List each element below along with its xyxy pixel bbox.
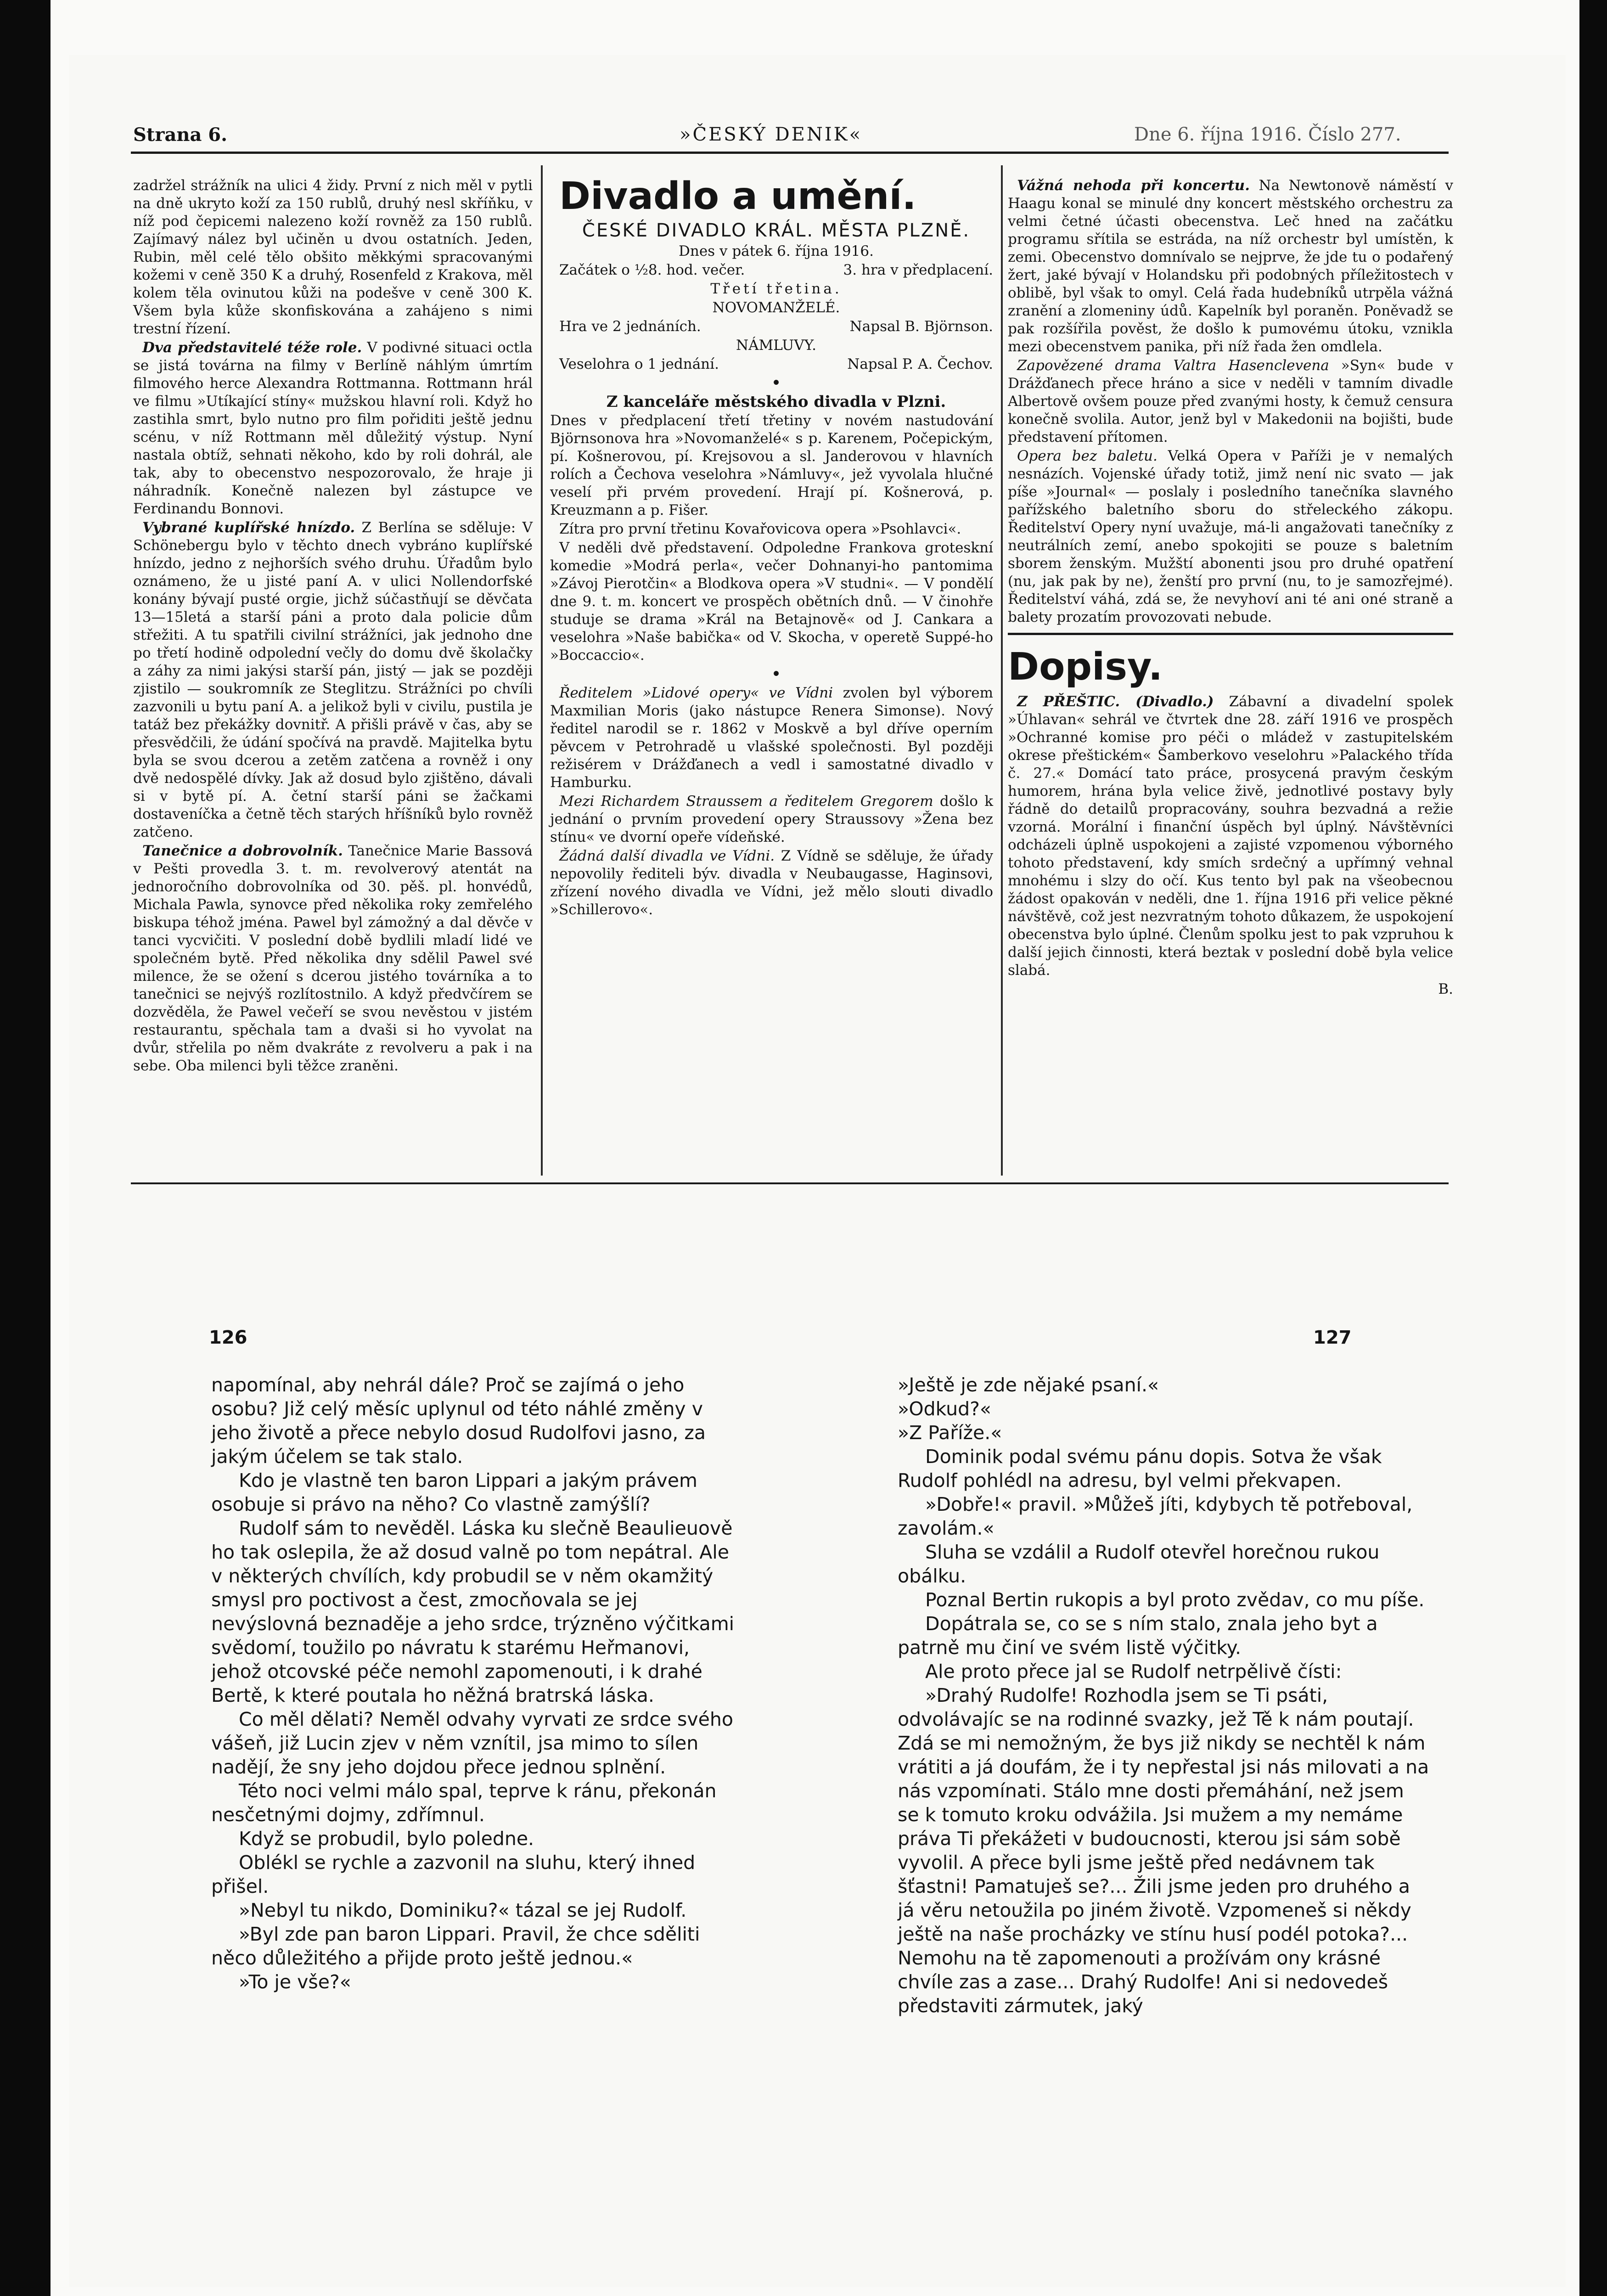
right-page-number: 127 [1313, 1327, 1352, 1348]
news-paragraph [133, 519, 533, 841]
separator-dot: • [771, 375, 781, 391]
signature: B. [1438, 981, 1453, 997]
paper-name: »ČESKÝ DENIK« [680, 124, 863, 145]
news-body: Z Berlína se sděluje: V Schönebergu bylo v těchto dnech vybráno kuplířské hnízdo, jedno z nejhorších svého druhu. Úřadům bylo oznámeno, že u jisté paní A. v ulici Nollendorfské konány bývají pusté orgie, jichž súčastňují se děvčata 13—15letá a starší páni a proto dala policie dům střežiti. A tu spatřili civilní strážníci, jak jednoho dne po třetí hodině odpolední večly do domu dvě školačky a záhy za nimi jakýsi starší pán, jistý — jak se později zjistilo — soukromník ze Steglitzu. Strážníci po chvíli zazvonili u bytu paní A. a jelikož byli v civilu, pustila je tatáž bez překážky dovnitř. A přišli právě v čas, aby se přesvědčili, že údání spočívá na pravdě. Majitelka bytu byla se svou dcerou a zetěm zatčena a rovněž i ony dvě nedospělé dívky. Jak až dosud bylo zjištěno, dávali si v bytě pí. A. četní starší páni se žačkami dostaveníčka a četně těch starých hříšníků bylo rovněž zatčeno. [133, 519, 533, 840]
news-title: Tanečnice a dobrovolník. [142, 843, 343, 859]
news-paragraph [550, 684, 993, 792]
play2-kind: Veselohra o 1 jednání. [559, 356, 719, 372]
novel-paragraph: »Dobře!« pravil. »Můžeš jíti, kdybych tě potřeboval, zavolám.« [898, 1493, 1413, 1539]
news-paragraph [550, 847, 993, 919]
scan-edge-right [1579, 0, 1607, 2296]
news-title: Vážná nehoda při koncertu. [1017, 177, 1250, 194]
column-divider-1 [541, 165, 543, 1176]
news-body: došlo k jednání o prvním provedení opery Straussovy »Žena bez stínu« ve dvorní opeře vídeňské. [550, 793, 993, 845]
play2-author: Napsal P. A. Čechov. [847, 356, 993, 372]
news-body: zvolen byl výborem Maxmilian Moris (jako nástupce Renera Simonse). Nový ředitel narodil se r. 1862 v Moskvě a byl dříve operním pěvcem v Petrohradě u vlašské společnosti. Byl později režisérem v Drážďanech a vedl i samostatné divadlo v Hamburku. [550, 685, 993, 791]
novel-paragraph: »Z Paříže.« [898, 1422, 1002, 1444]
office-title: Z kanceláře městského divadla v Plzni. [606, 393, 946, 411]
theatre-subtitle: ČESKÉ DIVADLO KRÁL. MĚSTA PLZNĚ. [582, 220, 971, 241]
play1-title: NOVOMANŽELÉ. [712, 299, 840, 316]
novel-paragraph: »Ještě je zde nějaké psaní.« [898, 1374, 1159, 1396]
program-date: Dnes v pátek 6. října 1916. [679, 243, 874, 259]
news-paragraph: zadržel strážník na ulici 4 židy. První z nich měl v pytli na dně ukryto koží za 150 rublů, druhý nesl skříňku, v níž pod čepicemi nalezeno koží rovněž za 150 rublů. Zajímavý nález byl učiněn u dvou ostatních. Jeden, Rubin, měl celé tělo obšito měkkými spracovanými kožemi v ceně 350 K a druhý, Rosenfeld z Krakova, měl kolem těla ovinutou kůži na podešve v ceně 300 K. Všem byla kůže skonfiskována a zahájeno s nimi trestní řízení. [133, 177, 533, 337]
bottom-rule [131, 1182, 1449, 1184]
header-rule [131, 152, 1449, 154]
news-title: Zapovězené drama Valtra Hasenclevena [1017, 357, 1329, 374]
play1-kind: Hra ve 2 jednáních. [559, 318, 701, 335]
news-paragraph [133, 339, 533, 518]
news-paragraph [1008, 177, 1453, 356]
novel-paragraph: Dominik podal svému pánu dopis. Sotva že však Rudolf pohlédl na adresu, byl velmi překvapen. [898, 1446, 1382, 1491]
news-paragraph: Dnes v předplacení třetí třetiny v novém nastudování Björnsonova hra »Novomanželé« s p. Karenem, Počepickým, pí. Košnerovou, pí. Krejsovou a sl. Janderovou v hlavních rolích a Čechova veselohra »Námluvy«, jež vyvolala hlučné veselí při prvém provedení. Hrají pí. Košnerová, p. Kreuzmann a p. Fišer. [550, 412, 993, 518]
news-title: Žádná další divadla ve Vídni. [559, 848, 775, 864]
novel-paragraph: Této noci velmi málo spal, teprve k ránu, překonán nesčetnými dojmy, zdřímnul. [211, 1780, 717, 1826]
novel-paragraph: Kdo je vlastně ten baron Lippari a jakým právem osobuje si právo na něho? Co vlastně zamýšlí? [211, 1469, 697, 1515]
news-body: »Syn« bude v Drážďanech přece hráno a sice v neděli v tamním divadle Albertově ovšem pouze před zvanými hosty, k čemuž censura konečně svolila. Autor, jenž byl v Makedonii na bojišti, bude představení přítomen. [1008, 357, 1453, 445]
novel-paragraph: Rudolf sám to nevěděl. Láska ku slečně Beaulieuově ho tak oslepila, že až dosud valně po tom nepátral. Ale v některých chvílích, kdy probudil se v něm okamžitý smysl pro poctivost a čest, zmocňovala se jej nevýslovná beznaděje a jeho srdce, trýzněno výčitkami svědomí, toužilo po návratu k starému Heřmanovi, jehož otcovské péče nemohl zapomenouti, i k drahé Bertě, k které poutala ho něžná bratrská láska. [211, 1517, 735, 1706]
play2-row [550, 355, 993, 373]
news-paragraph [1008, 357, 1453, 446]
news-title: Dva představitelé téže role. [142, 339, 362, 356]
novel-paragraph: »To je vše?« [239, 1971, 351, 1993]
novel-paragraph: Dopátrala se, co se s ním stalo, znala jeho byt a patrně mu činí ve svém listě výčitky. [898, 1613, 1378, 1659]
news-title: Vybrané kuplířské hnízdo. [142, 519, 355, 536]
scan-edge-left [0, 0, 51, 2296]
middle-column [550, 174, 993, 920]
novel-paragraph: Poznal Bertin rukopis a byl proto zvědav, co mu píše. [925, 1589, 1425, 1611]
left-column [133, 177, 533, 1076]
program-start: Začátek o ½8. hod. večer. [559, 262, 745, 278]
section-rule [1008, 633, 1453, 635]
news-title: Mezi Richardem Straussem a ředitelem Gregorem [559, 793, 933, 810]
novel-paragraph: Ale proto přece jal se Rudolf netrpělivě čísti: [925, 1660, 1342, 1683]
letters-title: Dopisy. [1008, 645, 1163, 689]
news-body: Z Vídně se sděluje, že úřady nepovolily řediteli býv. divadla v Neubaugasse, Haginsovi, zřízení nového divadla ve Vídni, jež mělo slouti divadlo »Schillerovo«. [550, 848, 994, 918]
news-title: Opera bez baletu. [1017, 448, 1157, 464]
program-info-row [550, 261, 993, 279]
news-paragraph: V neděli dvě představení. Odpoledne Frankova groteskní komedie »Modrá perla«, večer Dohnanyi-ho pantomima »Závoj Pierotčin« a Blodkova opera »V studni«. — V pondělí dne 9. t. m. koncert ve prospěch obětních dnů. — V činohře studuje se drama »Král na Betajnově« od J. Cankara a veselohra »Naše babička« od V. Skocha, v operetě Suppé-ho »Boccaccio«. [550, 540, 993, 664]
novel-paragraph: »Nebyl tu nikdo, Dominiku?« tázal se jej Rudolf. [239, 1899, 687, 1921]
novel-paragraph: »Odkud?« [898, 1398, 991, 1420]
news-paragraph [133, 842, 533, 1075]
novel-paragraph: »Drahý Rudolfe! Rozhodla jsem se Ti psáti, odvolávajíc se na rodinné svazky, jež Tě k nám poutají. Zdá se mi nemožným, že bys již nikdy se nechtěl k nám vrátiti a já doufám, že i ty nepřestal jsi nás milovati a na nás vzpomínati. Stálo mne dosti přemáhání, než jsem se k tomuto kroku odvážila. Jsi mužem a my nemáme práva Ti překážeti v budoucnosti, kterou jsi sám sobě vyvolil. A přece byli jsme ještě před nedávnem tak šťastni! Pamatuješ se?... Žili jsme jeden pro druhého a já věru netoužila po jiném životě. Vzpomeneš si někdy ještě na naše procházky ve stínu husí podél potoka?... Nemohu na tě zapomenouti a prožívám ony krásné chvíle zas a zase... Drahý Rudolfe! Ani si nedovedeš představiti zármutek, jaký [898, 1684, 1429, 2017]
play1-author: Napsal B. Björnson. [849, 318, 993, 335]
news-body: Velká Opera v Paříži je v nemalých nesnázích. Vojenské úřady totiž, jimž není nic svato — jak píše »Journal« — poslaly i posledního tanečníka slavného pařížského baletního sboru do střeleckého zákopu. Ředitelství Opery nyní uvažuje, má-li angažovati tanečníky z neutrálních zemí, anebo spokojiti se pouze s baletním sborem ženským. Mužští abonenti jsou pro druhé opatření (nu, jak pak by ne), ženští pro první (nu, to je samozřejmé). Ředitelství váhá, zdá se, že nevyhoví ani té ani oné straně a balety prozatím provozovati nebude. [1008, 448, 1454, 625]
news-title: Ředitelem »Lidové opery« ve Vídni [559, 685, 833, 701]
news-body: Zábavní a divadelní spolek »Úhlavan« sehrál ve čtvrtek dne 28. září 1916 ve prospěch »Ochranné komise pro péči o mládež v zastupitelském okrese přeštickém« Šamberkovo veselohru »Palackého třída č. 27.« Domácí tato práce, prosycená pravým českým humorem, hrána byla velice živě, jednotlivé postavy byly řádně do detailů propracovány, souhra bezvadná a režie vzorná. Morální i finanční úspěch byl úplný. Návštěvníci odcházeli úplně uspokojeni a zajisté vzpomenou výborného tohoto představení, kdy smích srdečný a upřímný vehnal mnohému i slzy do očí. Kus tento byl pak na všeobecnou žádost opakován v neděli, dne 1. října 1916 při velice pěkné návštěvě, což jest nezvratným tohoto důkazem, že uspokojení obecenstva bylo úplné. Členům spolku jest to pak vzpruhou k další jejich činnosti, která beztak v poslední době byla velice slabá. [1008, 693, 1453, 979]
news-paragraph: Zítra pro první třetinu Kovařovicova opera »Psohlavci«. [559, 521, 961, 537]
program-subscription: 3. hra v předplacení. [843, 262, 993, 278]
novel-paragraph: Co měl dělati? Neměl odvahy vyrvati ze srdce svého vášeň, již Lucin zjev v něm vznítil, jsa mimo to sílen nadějí, že sny jeho dojdou přece jednou splnění. [211, 1708, 733, 1778]
page-label: Strana 6. [133, 124, 228, 146]
news-body: Na Newtonově náměstí v Haagu konal se minulé dny koncert městského orchestru za velmi četné účasti obecenstva. Leč hned na začátku programu sřítila se estráda, na níž orchestr byl umístěn, k zemi. Obecenstvo domnívalo se nejprve, že jde tu o podařený žert, jaké bývají v Holandsku při podobných příležitostech v oblibě, byl však to omyl. Celá řada hudebníků utrpěla vážná zranění a zlomeniny údů. Kapelník byl poraněn. Poněvadž se pak rozšířila pověst, že došlo k pumovému útoku, vznikla mezi obecenstvem panika, při níž řada žen omdlela. [1008, 177, 1454, 355]
separator-dot: • [771, 666, 781, 682]
news-paragraph [1008, 693, 1453, 979]
section-title: Divadlo a umění. [559, 174, 916, 218]
novel-paragraph: »Byl zde pan baron Lippari. Pravil, že chce sděliti něco důležitého a přijde proto ještě jednou.« [211, 1923, 700, 1969]
novel-paragraph: Oblékl se rychle a zazvonil na sluhu, který ihned přišel. [211, 1851, 696, 1897]
novel-left-page [211, 1373, 744, 1994]
play2-title: NÁMLUVY. [736, 337, 816, 354]
news-body: V podivné situaci octla se jistá továrna na filmy v Berlíně náhlým úmrtím filmového herce Alexandra Rottmanna. Rottmann hrál ve filmu »Utíkající stíny« mužskou hlavní roli. Když ho zastihla smrt, bylo nutno pro film pořiditi ještě jednu scénu, v níž Rottmann měl důležitý výstup. Nyní nastala obtíž, sehnati někoho, kdo by roli dohrál, ale tak, aby to obecenstvo nespozorovalo, že hraje ji náhradník. Konečně nalezen byl zástupce ve Ferdinandu Bonnovi. [133, 339, 533, 517]
news-paragraph [1008, 447, 1453, 626]
novel-paragraph: napomínal, aby nehrál dále? Proč se zajímá o jeho osobu? Již celý měsíc uplynul od této náhlé změny v jeho životě a přece nebylo dosud Rudolfovi jasno, za jakým účelem se tak stalo. [211, 1374, 706, 1468]
issue-date: Dne 6. října 1916. Číslo 277. [1134, 124, 1401, 145]
news-title: Z PŘEŠTIC. (Divadlo.) [1017, 693, 1214, 710]
novel-paragraph: Sluha se vzdálil a Rudolf otevřel horečnou rukou obálku. [898, 1541, 1380, 1587]
news-paragraph [550, 793, 993, 846]
column-divider-2 [1001, 165, 1003, 1176]
play1-row [550, 318, 993, 336]
program-third: Třetí třetina. [710, 281, 842, 297]
novel-right-page [898, 1373, 1430, 2018]
right-column [1008, 177, 1453, 999]
novel-paragraph: Když se probudil, bylo poledne. [239, 1828, 534, 1850]
left-page-number: 126 [209, 1327, 247, 1348]
news-body: Tanečnice Marie Bassová v Pešti provedla 3. t. m. revolverový atentát na jednoročního dobrovolníka od 30. pěš. pl. honvédů, Michala Pawla, synovce před několika roky zemřelého biskupa téhož jména. Pawel byl zámožný a dal děvče v tanci vycvičiti. V poslední době bydlili mladí lidé ve společném bytě. Před několika dny sdělil Pawel své milence, že se ožení s dcerou jistého továrníka a to tanečnici se nejvýš rozlítostnilo. A když předvčírem se dozvěděla, že Pawel večeří se svou nevěstou v jistém restaurantu, spěchala tam a dvaši si ho vyvolat na dvůr, střelila po něm dvakráte z revolveru a pak i na sebe. Oba milenci byli těžce zraněni. [133, 843, 533, 1074]
